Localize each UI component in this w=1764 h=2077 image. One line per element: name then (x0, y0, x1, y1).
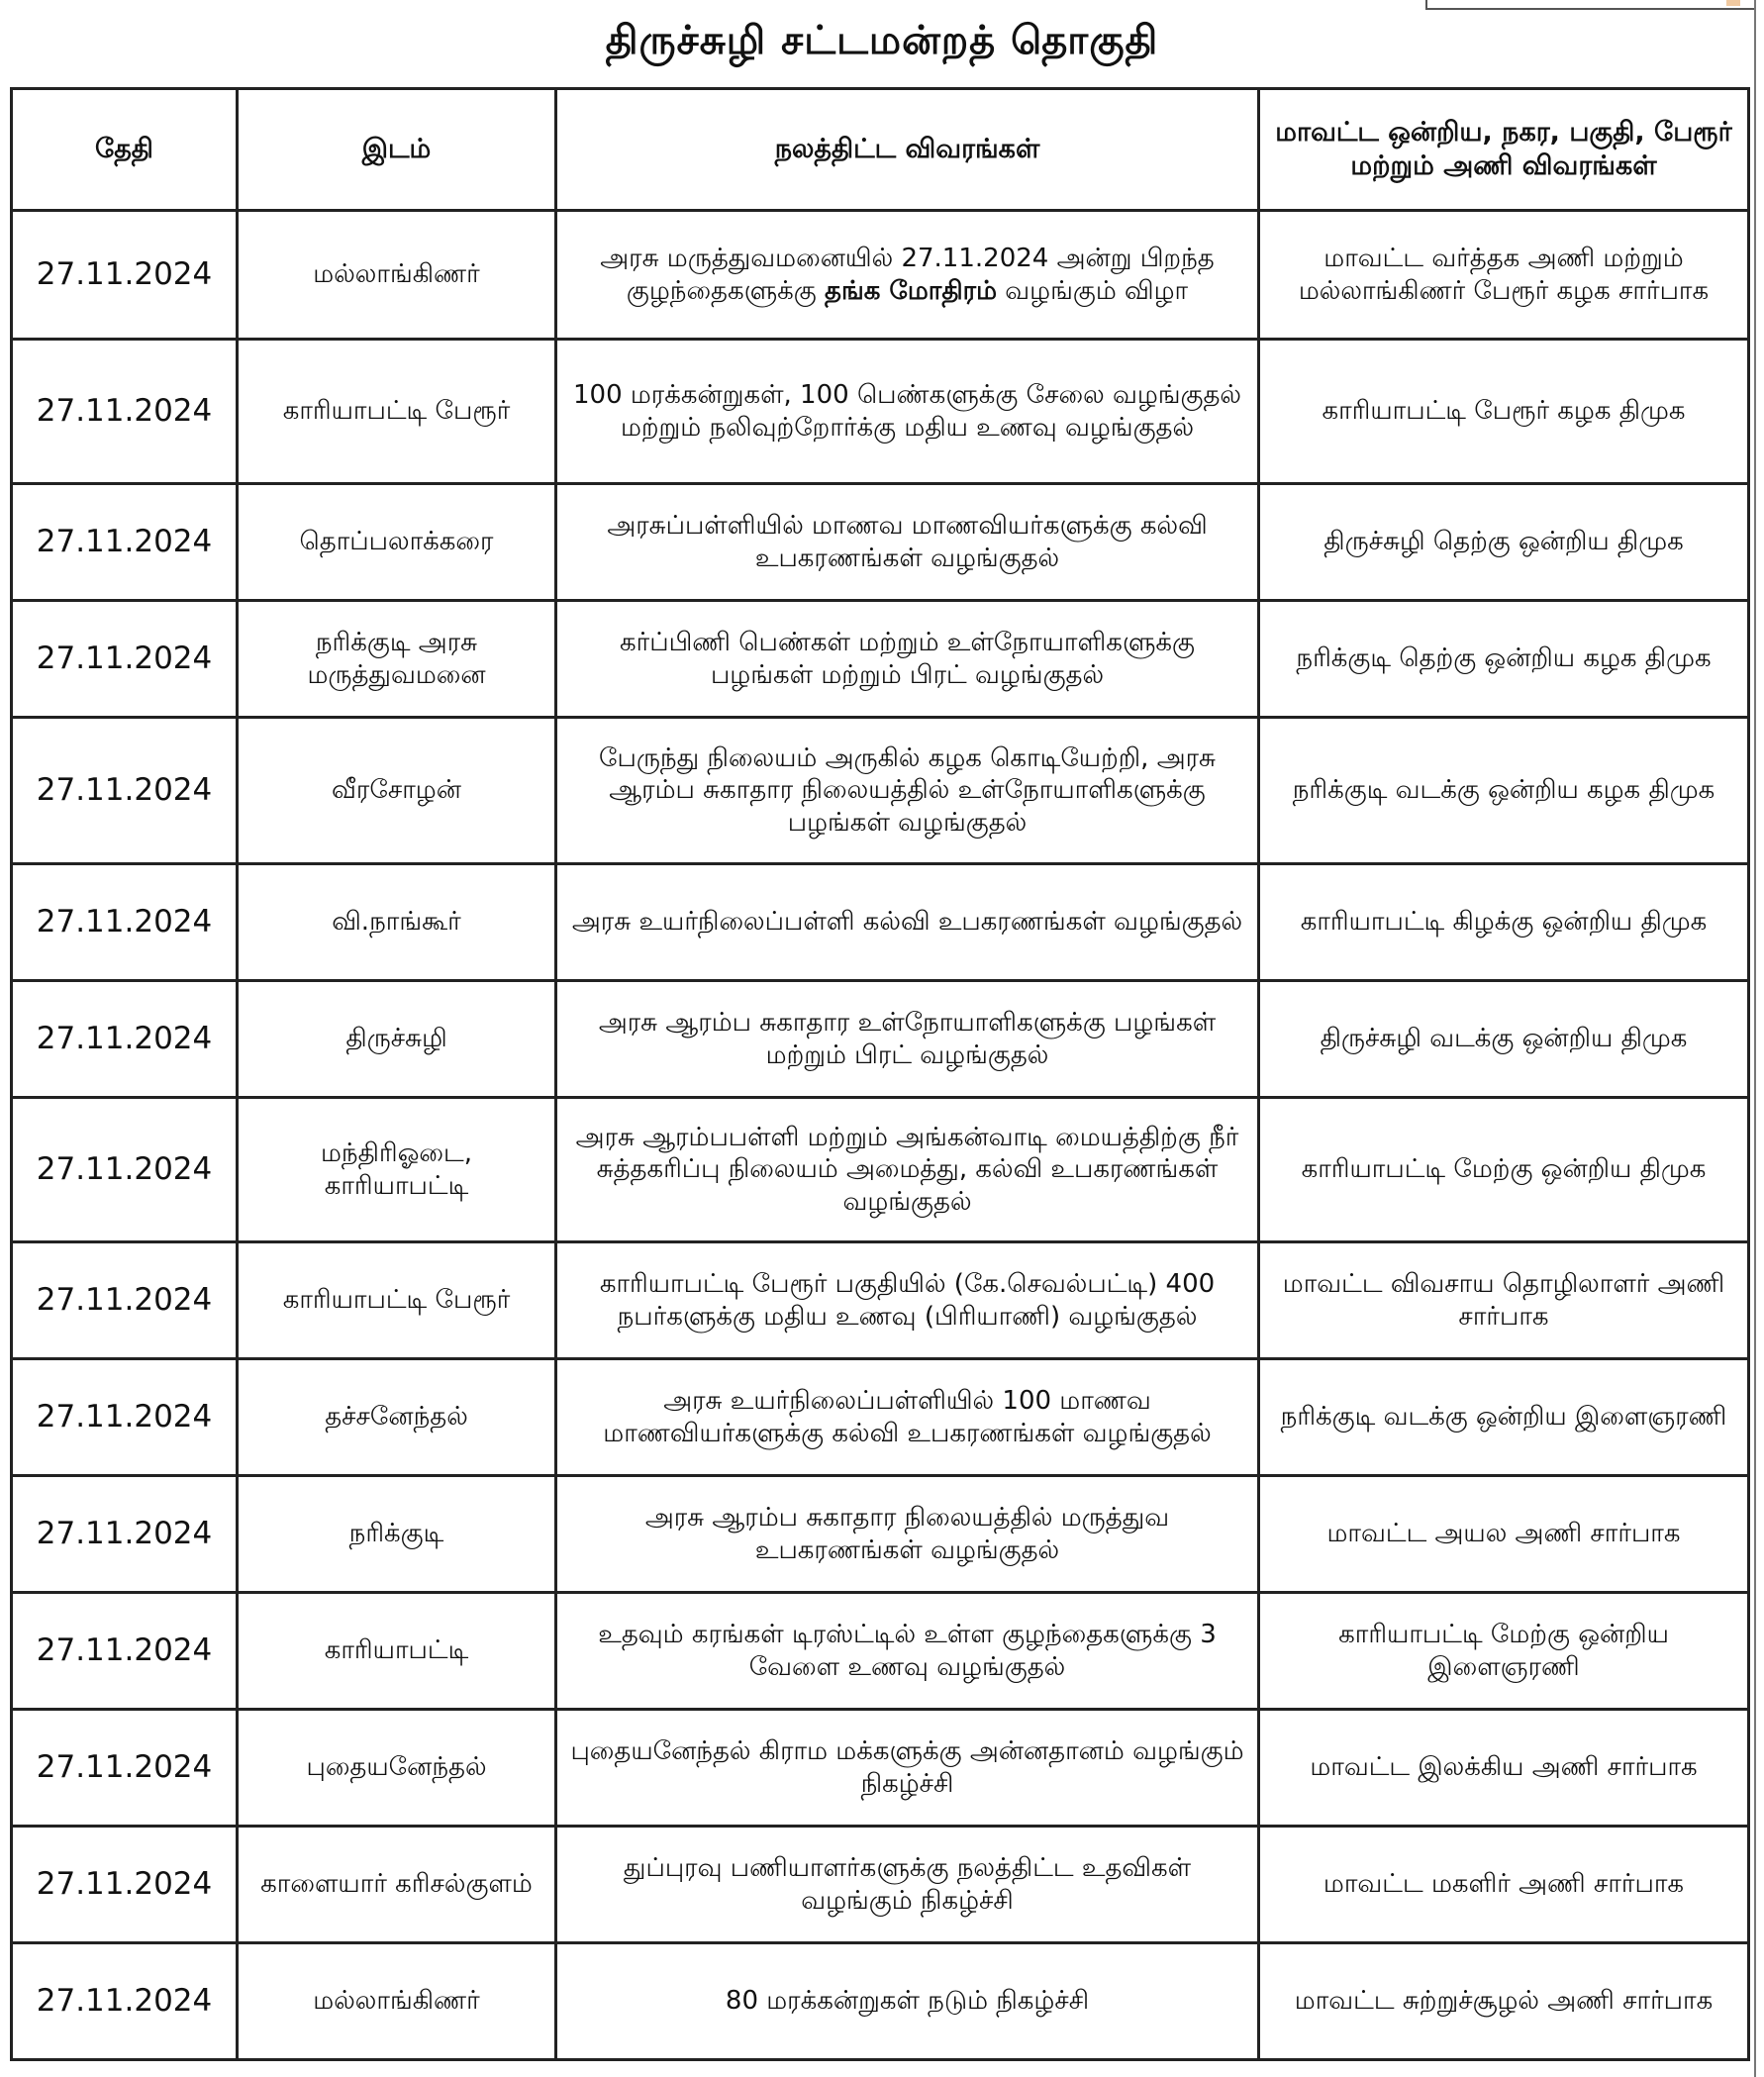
header-details: நலத்திட்ட விவரங்கள் (556, 89, 1259, 211)
cell-place: நரிக்குடி அரசு மருத்துவமனை (238, 601, 556, 718)
cell-place: புதையனேந்தல் (238, 1710, 556, 1827)
table-row (12, 1242, 1749, 1359)
cell-place: காரியாபட்டி பேரூர் (238, 1242, 556, 1359)
cell-place: மல்லாங்கிணர் (238, 1943, 556, 2060)
cell-details: அரசு ஆரம்ப சுகாதார உள்நோயாளிகளுக்கு பழங்கள் மற்றும் பிரட் வழங்குதல் (556, 981, 1259, 1098)
corner-mark (1726, 0, 1740, 6)
table-row (12, 864, 1749, 981)
page-title: திருச்சுழி சட்டமன்றத் தொகுதி (605, 18, 1159, 63)
cell-date: 27.11.2024 (12, 1242, 238, 1359)
cell-details: அரசு உயர்நிலைப்பள்ளியில் 100 மாணவ மாணவியர்களுக்கு கல்வி உபகரணங்கள் வழங்குதல் (556, 1359, 1259, 1476)
cell-organizer: மாவட்ட வர்த்தக அணி மற்றும் மல்லாங்கிணர் பேரூர் கழக சார்பாக (1259, 211, 1749, 340)
table-row (12, 1710, 1749, 1827)
cell-details: புதையனேந்தல் கிராம மக்களுக்கு அன்னதானம் வழங்கும் நிகழ்ச்சி (556, 1710, 1259, 1827)
table-row (12, 211, 1749, 340)
cell-details: துப்புரவு பணியாளர்களுக்கு நலத்திட்ட உதவிகள் வழங்கும் நிகழ்ச்சி (556, 1827, 1259, 1943)
cell-place: வி.நாங்கூர் (238, 864, 556, 981)
cell-organizer: நரிக்குடி வடக்கு ஒன்றிய கழக திமுக (1259, 718, 1749, 864)
cell-place: காளையார் கரிசல்குளம் (238, 1827, 556, 1943)
cell-organizer: காரியாபட்டி மேற்கு ஒன்றிய இளைஞரணி (1259, 1593, 1749, 1710)
cell-date: 27.11.2024 (12, 1827, 238, 1943)
cell-place: மல்லாங்கிணர் (238, 211, 556, 340)
table-row (12, 601, 1749, 718)
table-row (12, 1943, 1749, 2060)
cell-details: அரசு உயர்நிலைப்பள்ளி கல்வி உபகரணங்கள் வழங்குதல் (556, 864, 1259, 981)
cell-details: பேருந்து நிலையம் அருகில் கழக கொடியேற்றி, அரசு ஆரம்ப சுகாதார நிலையத்தில் உள்நோயாளிகளுக்கு பழங்கள் வழங்குதல் (556, 718, 1259, 864)
cell-organizer: காரியாபட்டி பேரூர் கழக திமுக (1259, 340, 1749, 484)
page-edge-line (1754, 0, 1756, 2077)
cell-organizer: மாவட்ட சுற்றுச்சூழல் அணி சார்பாக (1259, 1943, 1749, 2060)
table-row (12, 1827, 1749, 1943)
table-row (12, 1476, 1749, 1593)
cell-date: 27.11.2024 (12, 718, 238, 864)
cell-organizer: நரிக்குடி தெற்கு ஒன்றிய கழக திமுக (1259, 601, 1749, 718)
header-organizer: மாவட்ட ஒன்றிய, நகர, பகுதி, பேரூர் மற்றும் அணி விவரங்கள் (1259, 89, 1749, 211)
cell-place: தொப்பலாக்கரை (238, 484, 556, 601)
cell-date: 27.11.2024 (12, 211, 238, 340)
cell-place: தச்சனேந்தல் (238, 1359, 556, 1476)
cell-date: 27.11.2024 (12, 484, 238, 601)
header-place: இடம் (238, 89, 556, 211)
cell-details: காரியாபட்டி பேரூர் பகுதியில் (கே.செவல்பட்டி) 400 நபர்களுக்கு மதிய உணவு (பிரியாணி) வழங்குதல் (556, 1242, 1259, 1359)
cell-place: காரியாபட்டி பேரூர் (238, 340, 556, 484)
cell-organizer: மாவட்ட விவசாய தொழிலாளர் அணி சார்பாக (1259, 1242, 1749, 1359)
cell-organizer: மாவட்ட மகளிர் அணி சார்பாக (1259, 1827, 1749, 1943)
table-row (12, 718, 1749, 864)
cell-details: 100 மரக்கன்றுகள், 100 பெண்களுக்கு சேலை வழங்குதல் மற்றும் நலிவுற்றோர்க்கு மதிய உணவு வழங்குதல் (556, 340, 1259, 484)
table-row (12, 1098, 1749, 1242)
cell-details: அரசுப்பள்ளியில் மாணவ மாணவியர்களுக்கு கல்வி உபகரணங்கள் வழங்குதல் (556, 484, 1259, 601)
schedule-table (10, 87, 1750, 2061)
cell-details: அரசு ஆரம்ப சுகாதார நிலையத்தில் மருத்துவ உபகரணங்கள் வழங்குதல் (556, 1476, 1259, 1593)
table-row (12, 484, 1749, 601)
cell-place: வீரசோழன் (238, 718, 556, 864)
header-row (12, 89, 1749, 211)
cell-date: 27.11.2024 (12, 1476, 238, 1593)
table-row (12, 340, 1749, 484)
cell-details: அரசு ஆரம்பபள்ளி மற்றும் அங்கன்வாடி மையத்திற்கு நீர் சுத்தகரிப்பு நிலையம் அமைத்து, கல்வி உபகரணங்கள் வழங்குதல் (556, 1098, 1259, 1242)
cell-organizer: மாவட்ட இலக்கிய அணி சார்பாக (1259, 1710, 1749, 1827)
cell-organizer: நரிக்குடி வடக்கு ஒன்றிய இளைஞரணி (1259, 1359, 1749, 1476)
cell-date: 27.11.2024 (12, 1359, 238, 1476)
cell-place: நரிக்குடி (238, 1476, 556, 1593)
corner-frame (1425, 0, 1754, 10)
cell-place: மந்திரிஓடை, காரியாபட்டி (238, 1098, 556, 1242)
table-row (12, 981, 1749, 1098)
table-row (12, 1359, 1749, 1476)
cell-date: 27.11.2024 (12, 864, 238, 981)
cell-date: 27.11.2024 (12, 1593, 238, 1710)
cell-date: 27.11.2024 (12, 1943, 238, 2060)
details-highlight: தங்க மோதிரம் (825, 275, 998, 306)
cell-place: திருச்சுழி (238, 981, 556, 1098)
cell-date: 27.11.2024 (12, 981, 238, 1098)
details-text-end: வழங்கும் விழா (997, 275, 1189, 306)
cell-details: உதவும் கரங்கள் டிரஸ்ட்டில் உள்ள குழந்தைகளுக்கு 3 வேளை உணவு வழங்குதல் (556, 1593, 1259, 1710)
cell-place: காரியாபட்டி (238, 1593, 556, 1710)
cell-date: 27.11.2024 (12, 340, 238, 484)
cell-organizer: காரியாபட்டி கிழக்கு ஒன்றிய திமுக (1259, 864, 1749, 981)
cell-date: 27.11.2024 (12, 601, 238, 718)
table-row (12, 1593, 1749, 1710)
cell-details: கர்ப்பிணி பெண்கள் மற்றும் உள்நோயாளிகளுக்கு பழங்கள் மற்றும் பிரட் வழங்குதல் (556, 601, 1259, 718)
cell-date: 27.11.2024 (12, 1098, 238, 1242)
cell-organizer: காரியாபட்டி மேற்கு ஒன்றிய திமுக (1259, 1098, 1749, 1242)
header-date: தேதி (12, 89, 238, 211)
cell-details: 80 மரக்கன்றுகள் நடும் நிகழ்ச்சி (556, 1943, 1259, 2060)
cell-date: 27.11.2024 (12, 1710, 238, 1827)
cell-organizer: திருச்சுழி வடக்கு ஒன்றிய திமுக (1259, 981, 1749, 1098)
details-text: அரசு மருத்துவமனையில் 27.11.2024 அன்று பிறந்த குழந்தைகளுக்கு (600, 244, 1215, 306)
cell-details (556, 211, 1259, 340)
cell-organizer: திருச்சுழி தெற்கு ஒன்றிய திமுக (1259, 484, 1749, 601)
cell-organizer: மாவட்ட அயல அணி சார்பாக (1259, 1476, 1749, 1593)
